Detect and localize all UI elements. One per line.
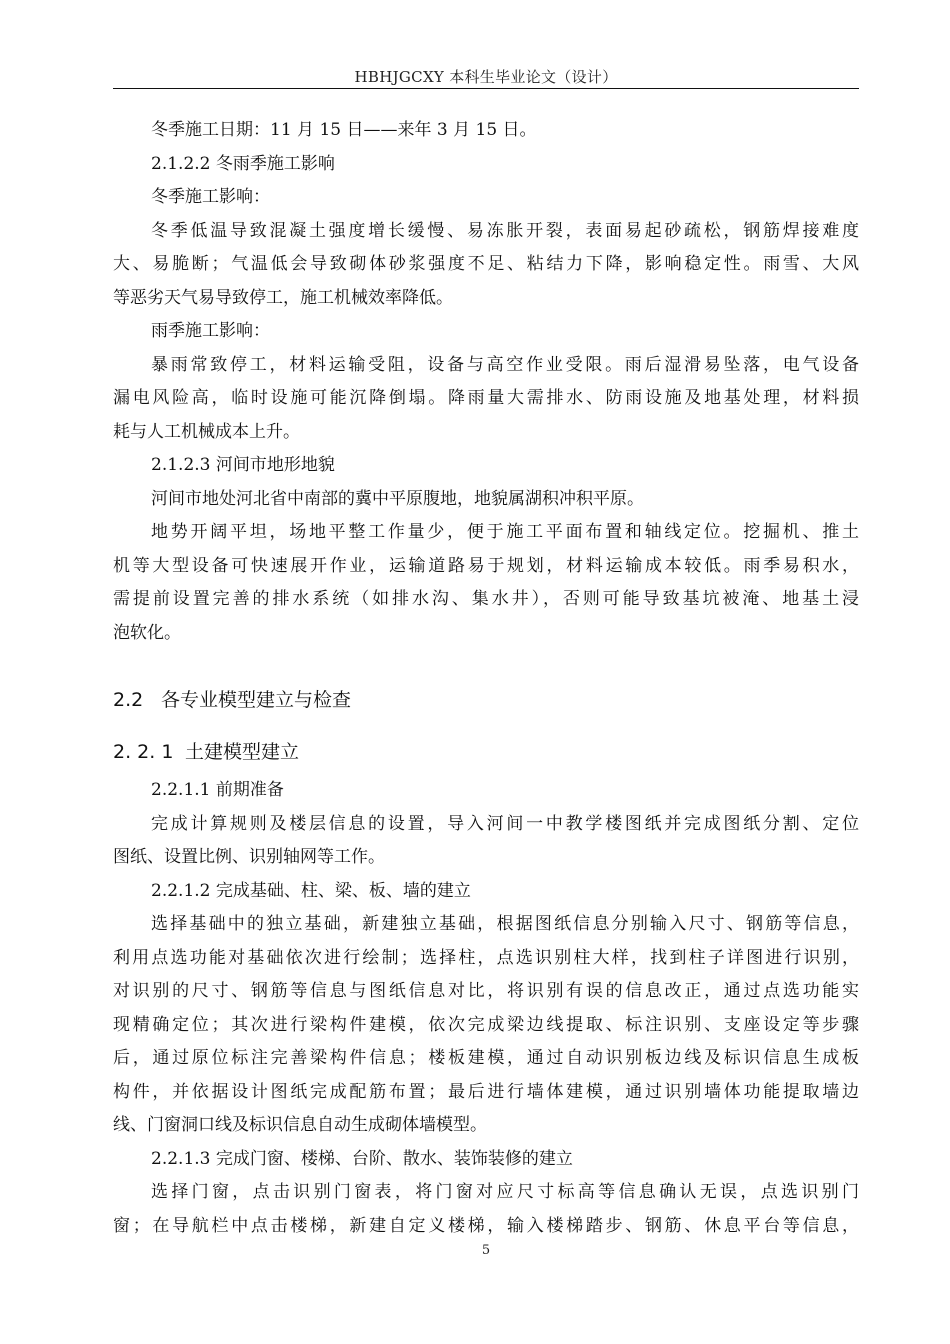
paragraph-block-2-2-1 [113, 774, 859, 1243]
text-line: 暴雨常致停工，材料运输受阻，设备与高空作业受限。雨后湿滑易坠落，电气设备 [151, 354, 859, 375]
text-line: 泡软化。 [113, 622, 181, 643]
page-header-title: HBHJGCXY 本科生毕业论文（设计） [354, 68, 618, 86]
text-line: 冬季施工影响： [151, 187, 270, 207]
text-line: 机等大型设备可快速展开作业，运输道路易于规划，材料运输成本较低。雨季易积水， [113, 555, 859, 576]
text-line: 后，通过原位标注完善梁构件信息；楼板建模，通过自动识别板边线及标识信息生成板 [113, 1048, 859, 1068]
paragraph-block-2-1-2 [113, 114, 859, 650]
page-number: 5 [481, 1243, 491, 1258]
section-title: 各专业模型建立与检查 [161, 689, 352, 711]
section-heading-2-2 [113, 680, 859, 720]
section-number: 2. 2. 1 [113, 741, 174, 763]
text-line: 河间市地处河北省中南部的冀中平原腹地，地貌属湖积冲积平原。 [151, 488, 644, 509]
text-line: 耗与人工机械成本上升。 [113, 421, 300, 442]
text-line: 等恶劣天气易导致停工，施工机械效率降低。 [113, 287, 453, 308]
text-line: 完成计算规则及楼层信息的设置，导入河间一中教学楼图纸并完成图纸分割、定位 [151, 813, 859, 834]
text-line: 选择基础中的独立基础，新建独立基础，根据图纸信息分别输入尺寸、钢筋等信息， [151, 914, 859, 934]
text-line: 需提前设置完善的排水系统（如排水沟、集水井），否则可能导致基坑被淹、地基土浸 [113, 589, 859, 609]
text-line: 构件，并依据设计图纸完成配筋布置；最后进行墙体建模，通过识别墙体功能提取墙边 [113, 1081, 859, 1102]
text-line: 冬季低温导致混凝土强度增长缓慢、易冻胀开裂，表面易起砂疏松，钢筋焊接难度 [151, 220, 859, 241]
section-heading-2-2-1 [113, 732, 859, 772]
text-line: 地势开阔平坦，场地平整工作量少，便于施工平面布置和轴线定位。挖掘机、推土 [151, 522, 859, 542]
text-line: 图纸、设置比例、识别轴网等工作。 [113, 847, 385, 867]
header-divider [113, 88, 859, 89]
text-line: 利用点选功能对基础依次进行绘制；选择柱，点选识别柱大样，找到柱子详图进行识别， [113, 947, 859, 968]
text-line: 选择门窗，点击识别门窗表，将门窗对应尺寸标高等信息确认无误，点选识别门 [151, 1182, 859, 1202]
text-line: 线、门窗洞口线及标识信息自动生成砌体墙模型。 [113, 1115, 487, 1135]
text-line: 2.2.1.3 完成门窗、楼梯、台阶、散水、装饰装修的建立 [151, 1148, 573, 1169]
text-line: 大、易脆断；气温低会导致砌体砂浆强度不足、粘结力下降，影响稳定性。雨雪、大风 [113, 254, 859, 274]
text-line: 对识别的尺寸、钢筋等信息与图纸信息对比，将识别有误的信息改正，通过点选功能实 [113, 981, 859, 1001]
text-line: 窗；在导航栏中点击楼梯，新建自定义楼梯，输入楼梯踏步、钢筋、休息平台等信息， [113, 1215, 859, 1236]
text-line: 2.2.1.1 前期准备 [151, 780, 284, 800]
text-line: 2.2.1.2 完成基础、柱、梁、板、墙的建立 [151, 880, 471, 901]
document-body [113, 114, 859, 1243]
section-number: 2.2 [113, 689, 144, 711]
text-line: 2.1.2.2 冬雨季施工影响 [151, 153, 335, 174]
text-line: 雨季施工影响： [151, 321, 270, 341]
text-line: 2.1.2.3 河间市地形地貌 [151, 455, 335, 475]
section-title: 土建模型建立 [185, 741, 300, 763]
text-line: 冬季施工日期：11 月 15 日——来年 3 月 15 日。 [151, 120, 537, 140]
text-line: 现精确定位；其次进行梁构件建模，依次完成梁边线提取、标注识别、支座设定等步骤 [113, 1014, 859, 1035]
text-line: 漏电风险高，临时设施可能沉降倒塌。降雨量大需排水、防雨设施及地基处理，材料损 [113, 388, 859, 408]
